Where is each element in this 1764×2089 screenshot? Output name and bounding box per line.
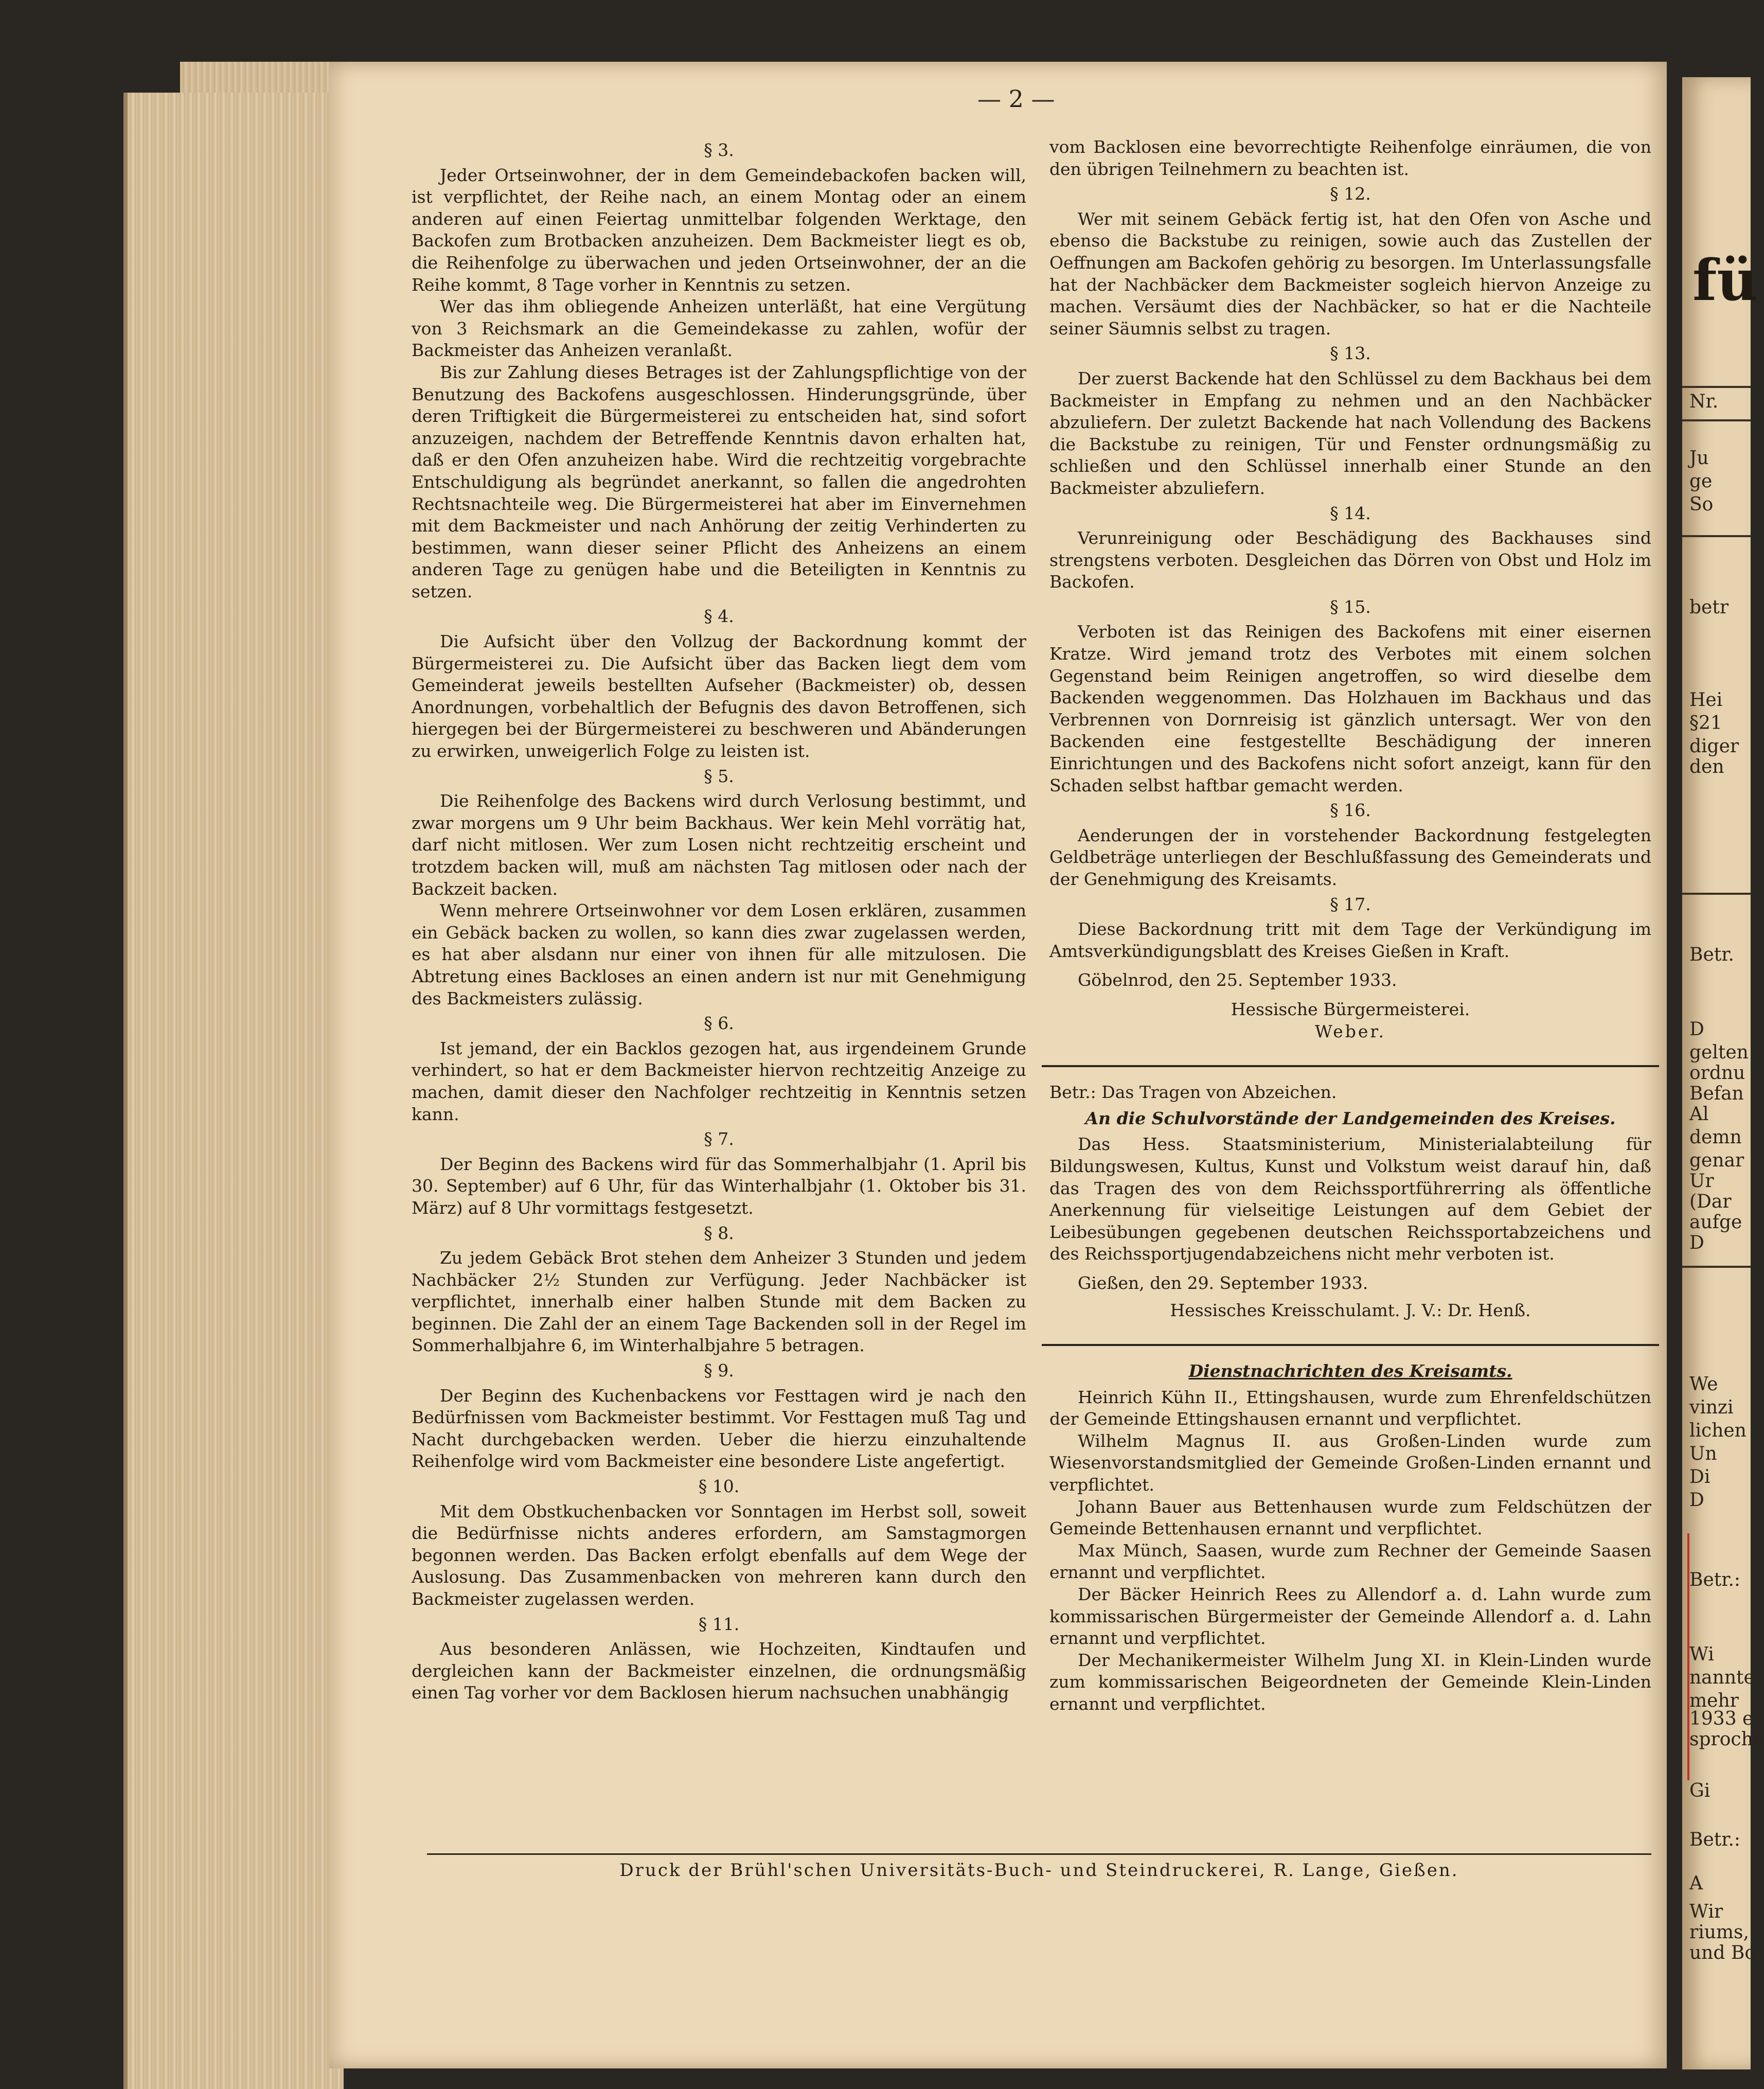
next-page-fragment: betr <box>1689 597 1729 618</box>
paragraph: Wilhelm Magnus II. aus Großen-Linden wurde zum Wiesenvorstandsmitglied der Gemeinde Großen-Linden ernannt und verpflichtet. <box>1049 1430 1651 1495</box>
next-page-fragment: diger <box>1689 736 1739 757</box>
next-page-fragment: ge <box>1689 471 1713 492</box>
next-page-fragment: Betr. <box>1689 944 1734 965</box>
next-page-fragment: 1933 e <box>1689 1708 1754 1729</box>
paragraph: Der Beginn des Backens wird für das Sommerhalbjahr (1. April bis 30. September) auf 6 Uhr, für das Winterhalbjahr (1. Oktober bis 31. März) auf 8 Uhr vormittags festgesetzt. <box>412 1154 1026 1218</box>
next-page-fragment: riums, <box>1689 1922 1749 1943</box>
paragraph: Aus besonderen Anlässen, wie Hochzeiten, Kindtaufen und dergleichen kann der Backmeister einzelnen, die ordnungsmäßig einen Tag vorher vor dem Backlosen hierum nachsuchen unabhängig <box>412 1639 1026 1703</box>
date-line: Göbelnrod, den 25. September 1933. <box>1078 970 1397 990</box>
next-page-fragment: sproche <box>1689 1729 1764 1750</box>
paragraph: Jeder Ortseinwohner, der in dem Gemeindebackofen backen will, ist verpflichtet, der Reihe nach, an einem Montag oder an einem anderen auf einen Feiertag unmittelbar folgenden Werktage, den Backofen zum Brotbacken anzuheizen. Dem Backmeister liegt es ob, die Reihenfolge zu überwachen und jeden Ortseinwohner, der an die Reihe kommt, 8 Tage vorher in Kenntnis zu setzen. <box>412 165 1026 295</box>
next-page-fragment: Ju <box>1689 448 1709 469</box>
left-column <box>412 136 1026 1704</box>
paragraph: Ist jemand, der ein Backlos gezogen hat, aus irgendeinem Grunde verhindert, so hat er dem Backmeister hiervon rechtzeitig Anzeige zu machen, damit dieser den Nachfolger rechtzeitig in Kenntnis setzen kann. <box>412 1038 1026 1124</box>
section-title: § 17. <box>1330 894 1371 914</box>
paragraph: vom Backlosen eine bevorrechtigte Reihenfolge einräumen, die von den übrigen Teilnehmern zu beachten ist. <box>1049 137 1651 179</box>
paragraph: Aenderungen der in vorstehender Backordnung festgelegten Geldbeträge unterliegen der Beschlußfassung des Gemeinderats und der Genehmigung des Kreisamts. <box>1049 825 1651 889</box>
paragraph: Der Mechanikermeister Wilhelm Jung XI. in Klein-Linden wurde zum kommissarischen Beigeordneten der Gemeinde Klein-Linden ernannt und verpflichtet. <box>1049 1650 1651 1714</box>
section-title: § 11. <box>698 1614 740 1634</box>
next-page-fragment: Gi <box>1689 1780 1710 1801</box>
next-page-fragment: Betr.: <box>1689 1569 1741 1590</box>
paragraph: Verunreinigung oder Beschädigung des Backhauses sind strengstens verboten. Desgleichen das Dörren von Obst und Holz im Backofen. <box>1049 528 1651 592</box>
section-title: § 5. <box>704 766 734 786</box>
next-page-fragment: Betr.: <box>1689 1829 1741 1850</box>
paragraph: Johann Bauer aus Bettenhausen wurde zum Feldschützen der Gemeinde Bettenhausen ernannt und verpflichtet. <box>1049 1496 1651 1539</box>
notice-heading: An die Schulvorstände der Landgemeinden des Kreises. <box>1085 1108 1616 1128</box>
signature: Weber. <box>1314 1021 1386 1041</box>
next-page-rule <box>1682 419 1751 421</box>
next-page-fragment: genar <box>1689 1150 1744 1171</box>
next-page-fragment: aufge <box>1689 1212 1742 1233</box>
signature: Hessisches Kreisschulamt. J. V.: Dr. Henß. <box>1170 1300 1531 1320</box>
adjacent-page-edge <box>1682 77 1764 2069</box>
paragraph: Die Reihenfolge des Backens wird durch Verlosung bestimmt, und zwar morgens um 9 Uhr beim Backhaus. Wer kein Mehl vorrätig hat, darf nicht mitlosen. Wer zum Losen nicht rechtzeitig erscheint und trotzdem backen will, muß am nächsten Tag mitlosen oder nach der Backzeit backen. <box>412 791 1026 899</box>
next-page-fragment: D <box>1689 1019 1704 1040</box>
next-page-fragment: (Dar <box>1689 1191 1732 1212</box>
section-title: § 6. <box>704 1013 734 1034</box>
book-page-edges <box>123 93 344 2089</box>
paragraph: Das Hess. Staatsministerium, Ministerialabteilung für Bildungswesen, Kultus, Kunst und Volkstum weist darauf hin, daß das Tragen des von dem Reichssportführerring als öffentliche Anerkennung für vielseitige Leistungen auf dem Gebiet der Leibesübungen gegebenen deutschen Reichssportabzeichens und des Reichssportjugendabzeichens nicht mehr verboten ist. <box>1049 1134 1651 1264</box>
paragraph: Verboten ist das Reinigen des Backofens mit einer eisernen Kratze. Wird jemand trotz des Verbotes mit einem solchen Gegenstand beim Reinigen angetroffen, so wird dieselbe dem Backenden weggenommen. Das Holzhauen im Backhaus und das Verbrennen von Dornreisig ist gänzlich untersagt. Wer von den Backenden eine festgestellte Beschädigung der inneren Einrichtungen und des Backofens nicht sofort anzeigt, kann für den Schaden selbst haftbar gemacht werden. <box>1049 622 1651 795</box>
next-page-rule <box>1682 893 1751 895</box>
paragraph: Mit dem Obstkuchenbacken vor Sonntagen im Herbst soll, soweit die Bedürfnisse nichts anderes erfordern, am Samstagmorgen begonnen werden. Das Backen erfolgt ebenfalls auf dem Wege der Auslosung. Das Zusammenbacken von mehreren kann durch den Backmeister zugelassen werden. <box>412 1501 1026 1609</box>
next-page-fragment: Un <box>1689 1443 1717 1464</box>
next-page-fragment: Wir <box>1689 1901 1723 1922</box>
section-divider <box>1042 1344 1659 1346</box>
paragraph: Wer mit seinem Gebäck fertig ist, hat den Ofen von Asche und ebenso die Backstube zu reinigen, sowie auch das Zustellen der Oeffnungen am Backofen gehörig zu besorgen. Im Unterlassungsfalle hat der Nachbäcker dem Backmeister sogleich hiervon Anzeige zu machen. Versäumt dies der Nachbäcker, so hat er die Nachteile seiner Säumnis selbst zu tragen. <box>1049 208 1651 339</box>
paragraph: Diese Backordnung tritt mit dem Tage der Verkündigung im Amtsverkündigungsblatt des Kreises Gießen in Kraft. <box>1049 919 1651 961</box>
next-page-rule <box>1682 1266 1751 1268</box>
printer-imprint: Druck der Brühl'schen Universitäts-Buch- und Steindruckerei, R. Lange, Gießen. <box>619 1860 1459 1881</box>
section-title: § 10. <box>698 1476 740 1497</box>
next-page-fragment: Befan <box>1689 1083 1744 1104</box>
next-page-fragment: lichen <box>1689 1420 1747 1441</box>
next-page-fragment: A <box>1689 1873 1703 1894</box>
next-page-fragment: Hei <box>1689 689 1723 711</box>
next-page-fragment: mehr <box>1689 1690 1739 1711</box>
next-page-fragment: demn <box>1689 1127 1742 1148</box>
next-page-fragment: nannte <box>1689 1667 1755 1688</box>
next-page-fragment: Al <box>1689 1104 1709 1125</box>
next-page-fragment: gelten <box>1689 1042 1749 1063</box>
paragraph: Der Beginn des Kuchenbackens vor Festtagen wird je nach den Bedürfnissen vom Backmeister bestimmt. Vor Festtagen muß Tag und Nacht durchgebacken werden. Ueber die hierzu einzuhaltende Reihenfolge wird vom Backmeister eine besondere Liste angefertigt. <box>412 1385 1026 1472</box>
paragraph: Der Bäcker Heinrich Rees zu Allendorf a. d. Lahn wurde zum kommissarischen Bürgermeister der Gemeinde Allendorf a. d. Lahn ernannt und verpflichtet. <box>1049 1584 1651 1649</box>
section-title: § 8. <box>704 1223 734 1243</box>
next-page-fragment: §21 <box>1689 713 1722 734</box>
red-margin-mark <box>1687 1533 1689 1780</box>
next-page-fragment: den <box>1689 756 1724 777</box>
paragraph: Heinrich Kühn II., Ettingshausen, wurde zum Ehrenfeldschützen der Gemeinde Ettingshausen ernannt und verpflichtet. <box>1049 1387 1651 1429</box>
section-title: § 9. <box>704 1360 734 1381</box>
paragraph: Die Aufsicht über den Vollzug der Backordnung kommt der Bürgermeisterei zu. Die Aufsicht über das Backen liegt dem vom Gemeinderat jeweils bestellten Aufseher (Backmeister) ob, dessen Anordnungen, vorbehaltlich der Befugnis des davon Betroffenen, sich hiergegen bei der Bürgermeisterei zu beschweren und Abänderungen zu erwirken, unweigerlich Folge zu leisten ist. <box>412 631 1026 762</box>
page-number: — 2 — <box>977 85 1055 113</box>
next-page-fragment: D <box>1689 1490 1704 1511</box>
paragraph: Der zuerst Backende hat den Schlüssel zu dem Backhaus bei dem Backmeister in Empfang zu nehmen und an den Nachbäcker abzuliefern. Der zuletzt Backende hat nach Vollendung des Backens die Backstube zu reinigen, Tür und Fenster ordnungsmäßig zu schließen und den Schlüssel innerhalb einer Stunde an den Backmeister abzuliefern. <box>1049 368 1651 498</box>
paragraph: Max Münch, Saasen, wurde zum Rechner der Gemeinde Saasen ernannt und verpflichtet. <box>1049 1540 1651 1583</box>
next-page-rule <box>1682 535 1751 537</box>
next-page-rule <box>1682 386 1751 388</box>
next-page-fragment: Di <box>1689 1466 1710 1488</box>
next-page-fragment: We <box>1689 1374 1718 1395</box>
section-title: § 14. <box>1330 503 1371 523</box>
paragraph: Wer das ihm obliegende Anheizen unterläßt, hat eine Vergütung von 3 Reichsmark an die Gemeindekasse zu zahlen, wofür der Backmeister das Anheizen veranlaßt. <box>412 296 1026 361</box>
next-page-fragment: Wi <box>1689 1644 1714 1665</box>
section-title: § 3. <box>704 140 734 160</box>
section-divider <box>1042 1065 1659 1067</box>
next-page-fragment: ordnu <box>1689 1063 1745 1084</box>
next-page-fragment: D <box>1689 1232 1704 1253</box>
next-page-fragment: vinzi <box>1689 1397 1734 1418</box>
paragraph: Bis zur Zahlung dieses Betrages ist der Zahlungspflichtige von der Benutzung des Backofens ausgeschlossen. Hinderungsgründe, über deren Triftigkeit die Bürgermeisterei zu entscheiden hat, sind sofort anzuzeigen, nachdem der Betreffende Kenntnis davon erhalten hat, daß er den Ofen anzuheizen habe. Wird die rechtzeitig vorgebrachte Entschuldigung als begründet anerkannt, so fallen die angedrohten Rechtsnachteile weg. Die Bürgermeisterei hat aber im Einvernehmen mit dem Backmeister und nach Anhörung der zeitig Verhinderten zu bestimmen, wann dieser seiner Pflicht des Anheizens an einem anderen Tage zu genügen habe und die Beteiligten in Kenntnis zu setzen. <box>412 362 1026 601</box>
footer-divider <box>427 1853 1651 1855</box>
section-title: § 7. <box>704 1129 734 1149</box>
notice-subject: Betr.: Das Tragen von Abzeichen. <box>1049 1082 1337 1103</box>
section-title: § 4. <box>704 606 734 627</box>
paragraph: Wenn mehrere Ortseinwohner vor dem Losen erklären, zusammen ein Gebäck backen zu wollen, so kann dies zwar zugelassen werden, es hat aber alsdann nur einer von ihnen für alle mitzulosen. Die Abtretung eines Backloses an einen andern ist nur mit Genehmigung des Backmeisters zulässig. <box>412 900 1026 1008</box>
right-column <box>1049 136 1651 1715</box>
authority-line: Hessische Bürgermeisterei. <box>1231 999 1470 1019</box>
section-title: § 15. <box>1330 596 1371 617</box>
date-line: Gießen, den 29. September 1933. <box>1078 1272 1368 1293</box>
section-title: § 13. <box>1330 343 1371 364</box>
section-title: § 12. <box>1330 184 1371 204</box>
next-page-fragment: und Bo <box>1689 1942 1756 1963</box>
next-page-fragment: Ur <box>1689 1171 1714 1192</box>
paragraph: Zu jedem Gebäck Brot stehen dem Anheizer 3 Stunden und jedem Nachbäcker 2½ Stunden zur Verfügung. Jeder Nachbäcker ist verpflichtet, innerhalb einer halben Stunde mit dem Backen zu beginnen. Die Zahl der an einem Tage Backenden soll in der Regel im Sommerhalbjahre 6, im Winterhalbjahre 5 betragen. <box>412 1248 1026 1356</box>
section-title: § 16. <box>1330 800 1371 821</box>
next-page-fragment: fü <box>1692 247 1758 313</box>
notice-heading: Dienstnachrichten des Kreisamts. <box>1188 1361 1512 1382</box>
next-page-fragment: Nr. <box>1689 391 1719 412</box>
next-page-fragment: So <box>1689 494 1714 515</box>
